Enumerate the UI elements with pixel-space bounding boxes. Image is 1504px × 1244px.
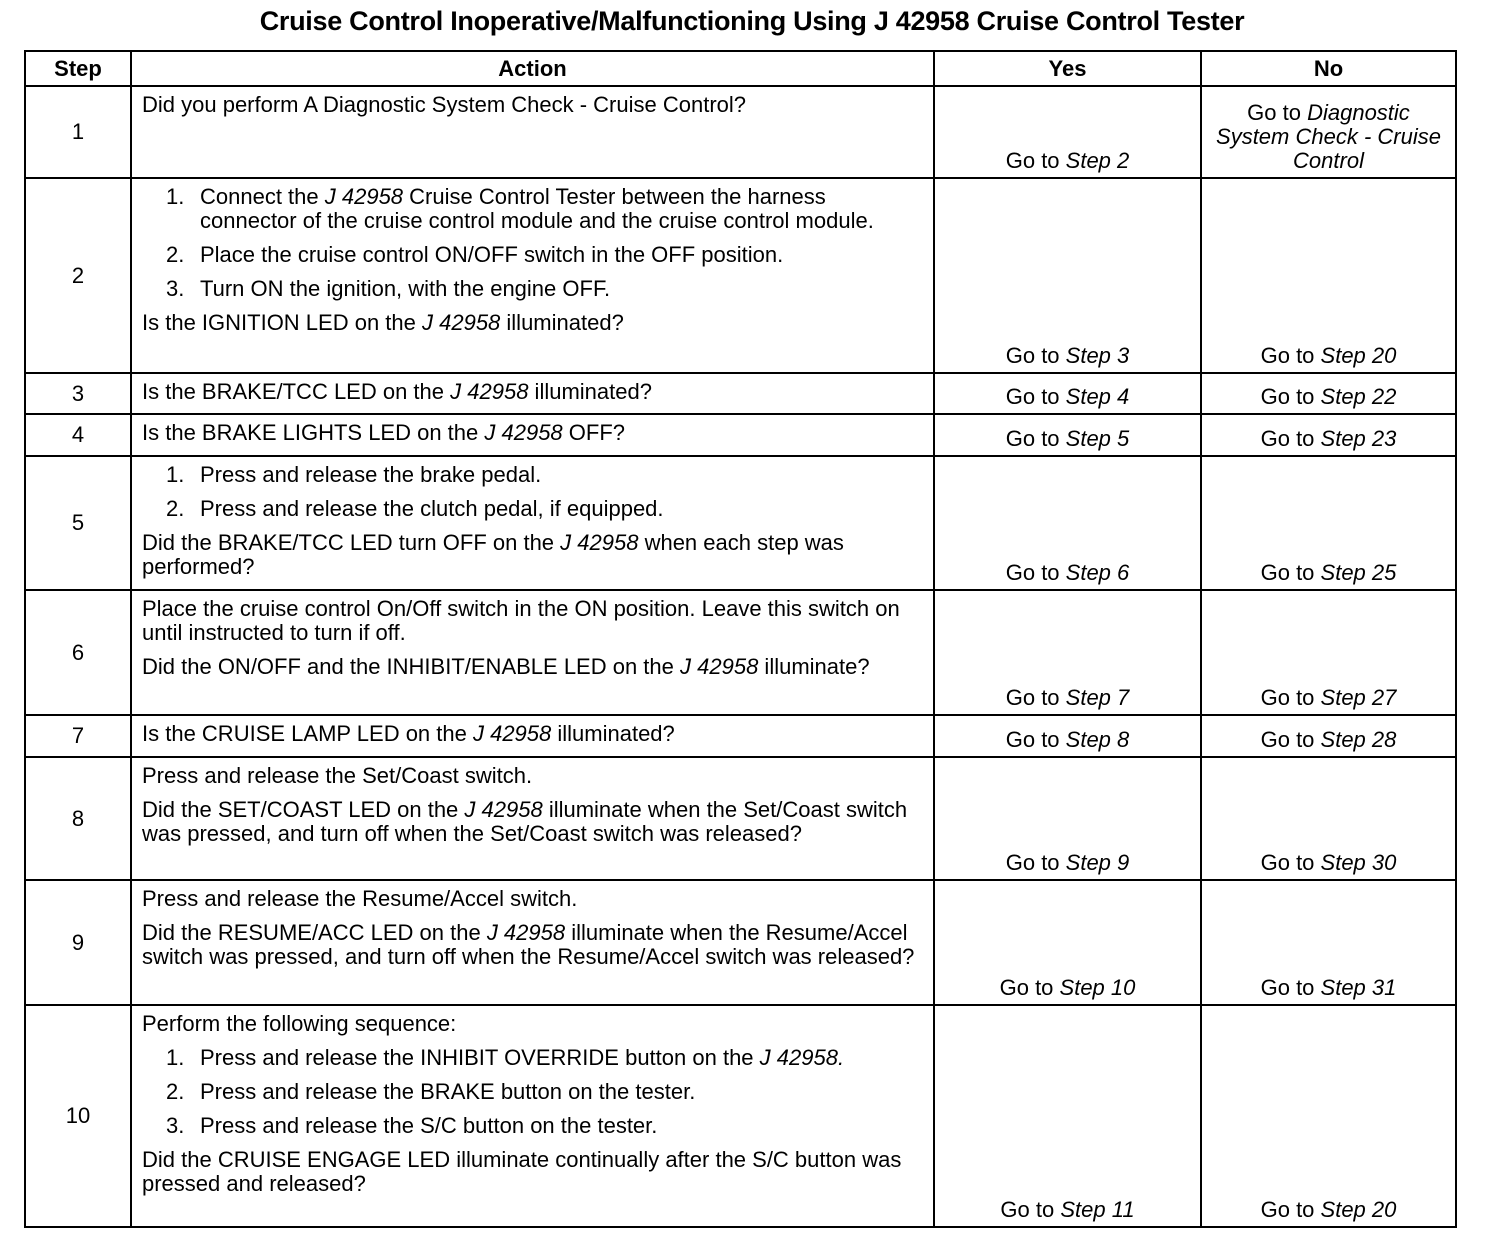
step-number: 10 bbox=[25, 1005, 131, 1227]
action-paragraph bbox=[142, 887, 925, 911]
text-run: Press and release the S/C button on the tester. bbox=[200, 1113, 658, 1138]
text-run: Is the CRUISE LAMP LED on the bbox=[142, 721, 473, 746]
text-run: Go to bbox=[1005, 685, 1066, 710]
list-number: 1. bbox=[166, 184, 185, 209]
table-row bbox=[25, 715, 1456, 757]
no-cell bbox=[1201, 414, 1456, 456]
list-number: 3. bbox=[166, 276, 185, 301]
text-run: Go to bbox=[1005, 727, 1066, 752]
action-list-item bbox=[166, 1114, 925, 1138]
yes-cell bbox=[934, 86, 1201, 178]
text-run: Go to bbox=[1260, 975, 1321, 1000]
text-run: Did the BRAKE/TCC LED turn OFF on the bbox=[142, 530, 561, 555]
header-row bbox=[25, 51, 1456, 86]
italic-ref: Step 10 bbox=[1059, 975, 1136, 1000]
step-number: 6 bbox=[25, 590, 131, 715]
text-run: illuminated? bbox=[551, 721, 675, 746]
text-run: Is the BRAKE LIGHTS LED on the bbox=[142, 420, 485, 445]
text-run: Go to bbox=[999, 975, 1060, 1000]
text-run: Cruise Control Tester between the harness connector of the cruise control module and the cruise control module. bbox=[200, 184, 874, 233]
text-run: Did the ON/OFF and the INHIBIT/ENABLE LED on the bbox=[142, 654, 681, 679]
action-cell bbox=[131, 880, 934, 1005]
text-run: Did you perform A Diagnostic System Check - Cruise Control? bbox=[142, 92, 747, 117]
header-no: No bbox=[1201, 51, 1456, 86]
italic-ref: J 42958 bbox=[464, 797, 543, 822]
text-run: Go to bbox=[1260, 850, 1321, 875]
no-cell bbox=[1201, 590, 1456, 715]
no-cell bbox=[1201, 86, 1456, 178]
action-cell bbox=[131, 414, 934, 456]
italic-ref: Step 20 bbox=[1320, 1197, 1397, 1222]
italic-ref: Step 5 bbox=[1065, 426, 1130, 451]
text-run: OFF? bbox=[562, 420, 626, 445]
action-paragraph bbox=[142, 597, 925, 645]
italic-ref: Step 31 bbox=[1320, 975, 1397, 1000]
action-paragraph bbox=[142, 764, 925, 788]
yes-cell bbox=[934, 880, 1201, 1005]
text-run: Press and release the BRAKE button on the tester. bbox=[200, 1079, 696, 1104]
table-row bbox=[25, 178, 1456, 373]
text-run: Go to bbox=[1260, 685, 1321, 710]
step-number: 9 bbox=[25, 880, 131, 1005]
action-cell bbox=[131, 456, 934, 590]
text-run: Go to bbox=[1005, 426, 1066, 451]
action-cell bbox=[131, 178, 934, 373]
text-run: Go to bbox=[1000, 1197, 1061, 1222]
action-paragraph bbox=[142, 921, 925, 969]
text-run: illuminated? bbox=[500, 310, 624, 335]
text-run: Go to bbox=[1260, 727, 1321, 752]
step-number: 8 bbox=[25, 757, 131, 880]
table-row bbox=[25, 880, 1456, 1005]
action-cell bbox=[131, 715, 934, 757]
italic-ref: Step 9 bbox=[1065, 850, 1130, 875]
italic-ref: Step 30 bbox=[1320, 850, 1397, 875]
text-run: illuminate? bbox=[758, 654, 870, 679]
text-run: Go to bbox=[1260, 1197, 1321, 1222]
action-paragraph bbox=[142, 798, 925, 846]
no-cell bbox=[1201, 715, 1456, 757]
italic-ref: Step 23 bbox=[1320, 426, 1397, 451]
italic-ref: Step 11 bbox=[1060, 1197, 1135, 1222]
italic-ref: Step 22 bbox=[1320, 384, 1397, 409]
action-paragraph bbox=[142, 421, 925, 445]
yes-cell bbox=[934, 456, 1201, 590]
text-run: Press and release the INHIBIT OVERRIDE button on the bbox=[200, 1045, 760, 1070]
diagnostic-table bbox=[24, 50, 1457, 1228]
text-run: Go to bbox=[1005, 850, 1066, 875]
action-list-item bbox=[166, 185, 925, 233]
action-paragraph bbox=[142, 722, 925, 746]
italic-ref: Step 28 bbox=[1320, 727, 1397, 752]
no-cell bbox=[1201, 1005, 1456, 1227]
text-run: Go to bbox=[1260, 384, 1321, 409]
text-run: Press and release the clutch pedal, if equipped. bbox=[200, 496, 664, 521]
step-number: 5 bbox=[25, 456, 131, 590]
list-number: 1. bbox=[166, 462, 185, 487]
yes-cell bbox=[934, 178, 1201, 373]
table-row bbox=[25, 86, 1456, 178]
step-number: 7 bbox=[25, 715, 131, 757]
text-run: Go to bbox=[1005, 560, 1066, 585]
no-cell bbox=[1201, 456, 1456, 590]
italic-ref: Step 20 bbox=[1320, 343, 1397, 368]
italic-ref: J 42958 bbox=[484, 420, 563, 445]
table-row bbox=[25, 373, 1456, 414]
header-action: Action bbox=[131, 51, 934, 86]
italic-ref: J 42958 bbox=[422, 310, 501, 335]
text-run: Go to bbox=[1005, 384, 1066, 409]
list-number: 2. bbox=[166, 1079, 185, 1104]
list-number: 1. bbox=[166, 1045, 185, 1070]
italic-ref: J 42958 bbox=[486, 920, 566, 945]
text-run: Turn ON the ignition, with the engine OFF. bbox=[200, 276, 611, 301]
yes-cell bbox=[934, 757, 1201, 880]
step-number: 3 bbox=[25, 373, 131, 414]
italic-ref: J 42958 bbox=[560, 530, 639, 555]
yes-cell bbox=[934, 373, 1201, 414]
text-run: illuminate when the Resume/Accel switch was pressed, and turn off when the Resume/Accel switch was released? bbox=[142, 920, 915, 969]
italic-ref: Diagnostic System Check - Cruise Control bbox=[1216, 100, 1441, 173]
action-cell bbox=[131, 373, 934, 414]
action-list-item bbox=[166, 277, 925, 301]
text-run: Go to bbox=[1005, 148, 1066, 173]
italic-ref: J 42958 bbox=[680, 654, 759, 679]
text-run: illuminated? bbox=[528, 379, 652, 404]
text-run: Go to bbox=[1260, 343, 1321, 368]
italic-ref: Step 4 bbox=[1065, 384, 1130, 409]
italic-ref: J 42958 bbox=[324, 184, 404, 209]
italic-ref: Step 8 bbox=[1065, 727, 1130, 752]
text-run: Go to bbox=[1247, 100, 1308, 125]
action-paragraph bbox=[142, 93, 925, 117]
italic-ref: J 42958 bbox=[450, 379, 529, 404]
action-list-item bbox=[166, 463, 925, 487]
text-run: Press and release the brake pedal. bbox=[200, 462, 542, 487]
italic-ref: Step 27 bbox=[1320, 685, 1397, 710]
step-number: 4 bbox=[25, 414, 131, 456]
italic-ref: J 42958 bbox=[472, 721, 552, 746]
action-list-item bbox=[166, 497, 925, 521]
action-list-item bbox=[166, 1080, 925, 1104]
table-row bbox=[25, 1005, 1456, 1227]
action-paragraph bbox=[142, 531, 925, 579]
text-run: Press and release the Resume/Accel switch. bbox=[142, 886, 578, 911]
yes-cell bbox=[934, 414, 1201, 456]
text-run: Did the CRUISE ENGAGE LED illuminate continually after the S/C button was pressed and released? bbox=[142, 1147, 902, 1196]
action-paragraph bbox=[142, 1012, 925, 1036]
text-run: Go to bbox=[1260, 426, 1321, 451]
italic-ref: Step 6 bbox=[1065, 560, 1130, 585]
list-number: 2. bbox=[166, 496, 185, 521]
action-cell bbox=[131, 590, 934, 715]
step-number: 1 bbox=[25, 86, 131, 178]
text-run: when each step was performed? bbox=[142, 530, 844, 579]
table-row bbox=[25, 456, 1456, 590]
document-title: Cruise Control Inoperative/Malfunctioning Using J 42958 Cruise Control Tester bbox=[259, 6, 1245, 36]
yes-cell bbox=[934, 1005, 1201, 1227]
list-number: 2. bbox=[166, 242, 185, 267]
yes-cell bbox=[934, 590, 1201, 715]
italic-ref: Step 3 bbox=[1065, 343, 1130, 368]
header-yes: Yes bbox=[934, 51, 1201, 86]
no-cell bbox=[1201, 757, 1456, 880]
action-list-item bbox=[166, 243, 925, 267]
action-cell bbox=[131, 86, 934, 178]
table-row bbox=[25, 757, 1456, 880]
action-list-item bbox=[166, 1046, 925, 1070]
italic-ref: Step 25 bbox=[1320, 560, 1397, 585]
text-run: Press and release the Set/Coast switch. bbox=[142, 763, 533, 788]
text-run: Did the SET/COAST LED on the bbox=[142, 797, 465, 822]
italic-ref: Step 2 bbox=[1065, 148, 1130, 173]
no-cell bbox=[1201, 178, 1456, 373]
action-paragraph bbox=[142, 311, 925, 335]
text-run: Did the RESUME/ACC LED on the bbox=[142, 920, 487, 945]
table-row bbox=[25, 590, 1456, 715]
text-run: Perform the following sequence: bbox=[142, 1011, 457, 1036]
italic-ref: Step 7 bbox=[1065, 685, 1130, 710]
header-step: Step bbox=[25, 51, 131, 86]
text-run: Go to bbox=[1005, 343, 1066, 368]
text-run: illuminate when the Set/Coast switch was pressed, and turn off when the Set/Coast switch was released? bbox=[142, 797, 908, 846]
action-cell bbox=[131, 757, 934, 880]
action-paragraph bbox=[142, 1148, 925, 1196]
text-run: Is the IGNITION LED on the bbox=[142, 310, 422, 335]
action-paragraph bbox=[142, 380, 925, 404]
text-run: Place the cruise control ON/OFF switch in the OFF position. bbox=[200, 242, 784, 267]
action-cell bbox=[131, 1005, 934, 1227]
text-run: Go to bbox=[1260, 560, 1321, 585]
step-number: 2 bbox=[25, 178, 131, 373]
no-cell bbox=[1201, 880, 1456, 1005]
action-paragraph bbox=[142, 655, 925, 679]
text-run: Place the cruise control On/Off switch in the ON position. Leave this switch on until instructed to turn if off. bbox=[142, 596, 900, 645]
italic-ref: J 42958. bbox=[759, 1045, 845, 1070]
text-run: Connect the bbox=[200, 184, 325, 209]
list-number: 3. bbox=[166, 1113, 185, 1138]
yes-cell bbox=[934, 715, 1201, 757]
text-run: Is the BRAKE/TCC LED on the bbox=[142, 379, 451, 404]
no-cell bbox=[1201, 373, 1456, 414]
table-row bbox=[25, 414, 1456, 456]
